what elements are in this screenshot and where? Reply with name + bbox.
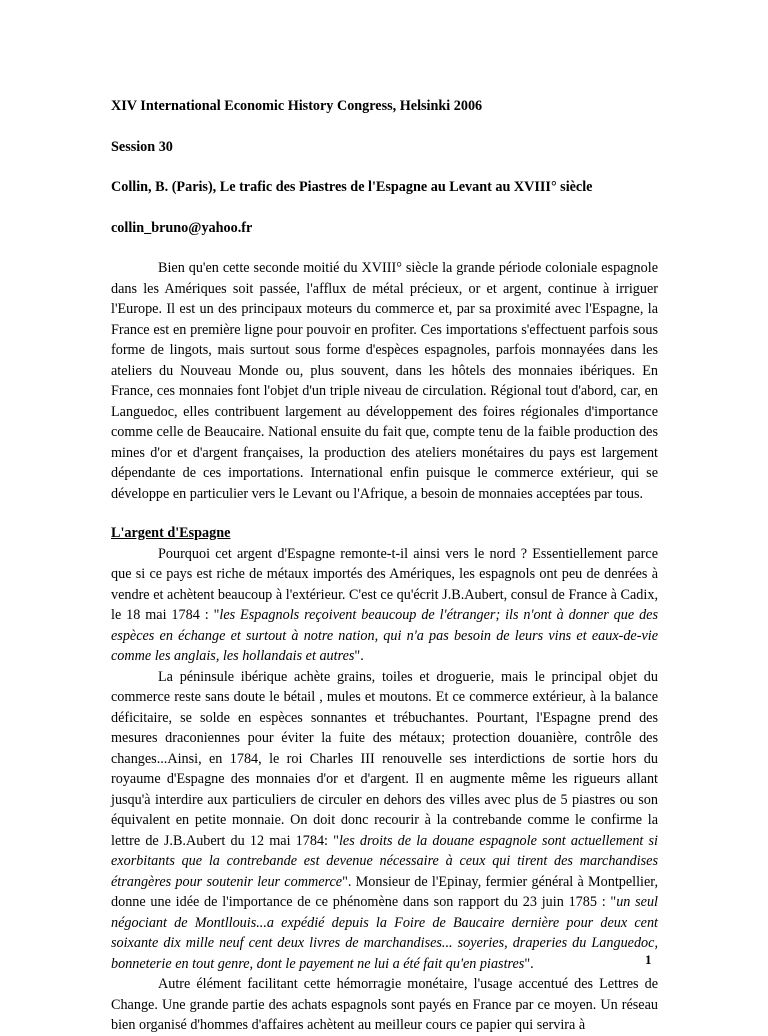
- body-paragraph-3: Autre élément facilitant cette hémorragie monétaire, l'usage accentué des Lettres de Change. Une grande partie des achats espagnols sont payés en France par ce moyen. Un réseau bien organisé d'hommes d'affaires achètent au meilleur cours ce papier qui servira à: [111, 976, 658, 1033]
- body-paragraph-1: [111, 544, 658, 667]
- body-paragraph-2: [111, 667, 658, 975]
- p2-text: La péninsule ibérique achète grains, toiles et droguerie, mais le principal objet du commerce reste sans doute le bétail , mules et moutons. Et ce commerce extérieur, à la balance déficitaire, se solde en espèces sonnantes et trébuchantes. Pourtant, l'Espagne prend des mesures draconiennes pour éviter la fuite des métaux; protection douanière, contrôle des changes...Ainsi, en 1784, le roi Charles III renouvelle ses interdictions de sortie hors du royaume d'Espagne des monnaies d'or et d'argent. Il en augmente même les rigueurs allant jusqu'à interdire aux particuliers de circuler en dehors des villes avec plus de 5 piastres ou son équivalent en petite monnaie. On doit donc recourir à la contrebande comme le confirme la lettre de J.B.Aubert du 12 mai 1784: ": [111, 668, 658, 849]
- p1-text: Pourquoi cet argent d'Espagne remonte-t-il ainsi vers le nord ? Essentiellement parce que si ce pays est riche de métaux importés des Amériques, les espagnols ont peu de denrées à vendre et achètent beaucoup à l'extérieur. C'est ce qu'écrit J.B.Aubert, consul de France à Cadix, le 18 mai 1784 : ": [111, 545, 658, 623]
- section-heading: L'argent d'Espagne: [111, 525, 231, 541]
- document-page: [111, 96, 658, 1036]
- congress-title: XIV International Economic History Congress, Helsinki 2006: [111, 98, 483, 114]
- p2-quote-1: les droits de la douane espagnole sont actuellement si exorbitants que la contrebande est devenue nécessaire à ceux qui tirent des marchandises étrangères pour soutenir leur commerce: [111, 832, 658, 890]
- p2-text-b: ". Monsieur de l'Epinay, fermier général à Montpellier, donne une idée de l'importance de ce phénomène dans son rapport du 23 juin 1785 : ": [111, 873, 658, 910]
- page-number: 1: [645, 952, 652, 967]
- session-label: Session 30: [111, 138, 173, 155]
- p2-end: ".: [524, 955, 534, 972]
- author-email: collin_bruno@yahoo.fr: [111, 219, 253, 236]
- p1-quote: les Espagnols reçoivent beaucoup de l'étranger; ils n'ont à donner que des espèces en échange et surtout à notre nation, qui n'a pas besoin de leurs vins et eaux-de-vie comme les anglais, les hollandais et autres: [111, 607, 658, 664]
- paper-title: Collin, B. (Paris), Le trafic des Piastres de l'Espagne au Levant au XVIII° siècle: [111, 179, 593, 195]
- p1-end: ".: [354, 648, 364, 664]
- p2-quote-2: un seul négociant de Montllouis...a expédié depuis la Foire de Baucaire dernière pour deux cent soixante dix mille neuf cent deux livres de marchandises... soyeries, draperies du Languedoc, bonneterie en tout genre, dont le payement ne lui a été fait qu'en piastres: [111, 894, 658, 972]
- intro-paragraph: Bien qu'en cette seconde moitié du XVIII° siècle la grande période coloniale espagnole dans les Amériques soit passée, l'afflux de métal précieux, or et argent, continue à irriguer l'Europe. Il est un des principaux moteurs du commerce et, par sa proximité avec l'Espagne, la France est en première ligne pour pouvoir en profiter. Ces importations s'effectuent parfois sous forme de lingots, mais surtout sous forme d'espèces espagnoles, parfois monnayées dans les ateliers du Nouveau Monde ou, plus souvent, dans les hôtels des monnaies ibériques. En France, ces monnaies font l'objet d'un triple niveau de circulation. Régional tout d'abord, car, en Languedoc, elles contribuent largement au développement des foires régionales d'importance comme celle de Beaucaire. National ensuite du fait que, compte tenu de la faible production des mines d'or et d'argent françaises, la production des ateliers monétaires du pays est largement dépendante de ces importations. International enfin puisque le commerce extérieur, qui se développe en particulier vers le Levant ou l'Afrique, a besoin de monnaies acceptées par tous.: [111, 260, 658, 502]
